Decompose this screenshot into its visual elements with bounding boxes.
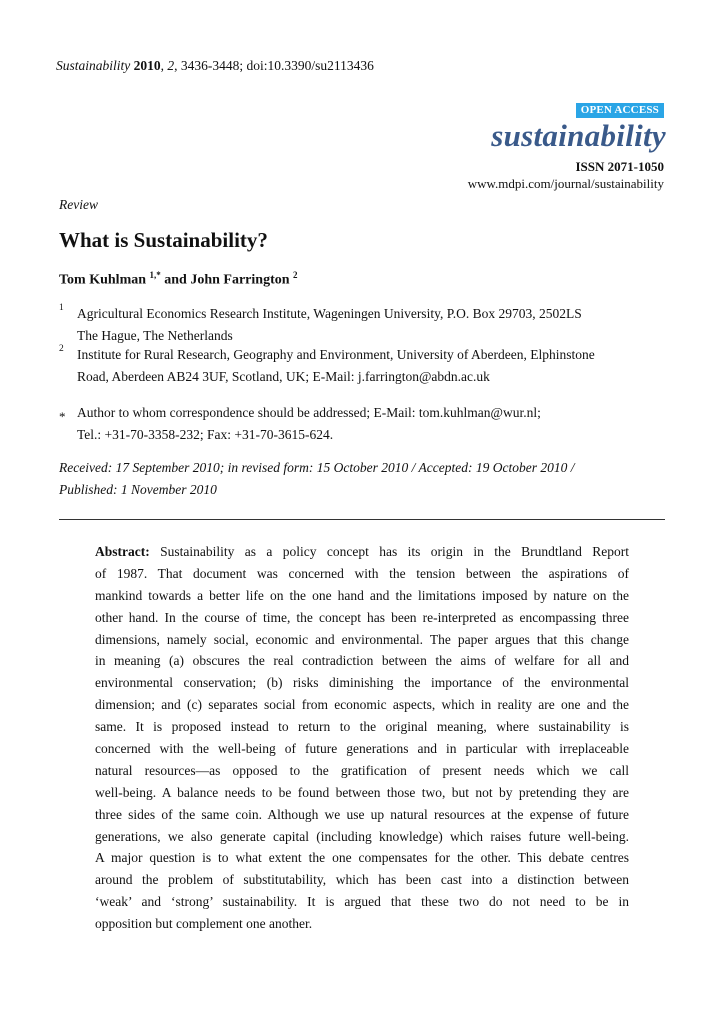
affiliation-line: Institute for Rural Research, Geography and Environment, University of Aberdeen, Elphinstone xyxy=(77,347,595,362)
abstract-line: natural resources—as opposed to the gratification of present needs which we call xyxy=(95,762,629,778)
dates-line: Received: 17 September 2010; in revised form: 15 October 2010 / Accepted: 19 October 2010 / xyxy=(59,460,575,475)
authors-joiner: and xyxy=(164,272,187,288)
article-type: Review xyxy=(59,197,98,212)
abstract-line: of 1987. That document was concerned with the tension between the aspirations of xyxy=(95,565,629,581)
page-title: What is Sustainability? xyxy=(59,228,268,252)
abstract-line: around the problem of substitutability, which has been cast into a distinction between xyxy=(95,872,629,888)
correspondence-mark: * xyxy=(59,409,66,424)
abstract-line: ‘weak’ and ‘strong’ sustainability. It is argued that these two do not need to be in xyxy=(95,894,629,910)
affiliation-number: 2 xyxy=(59,344,64,354)
citation-volume: 2 xyxy=(167,58,175,73)
abstract-line: in meaning (a) obscures the real contradiction between the aims of welfare for all and xyxy=(95,653,629,669)
abstract-line: three sides of the same coin. Although we use up natural resources at the expense of future xyxy=(95,806,629,822)
abstract-line: dimensions, namely social, economic and environmental. The paper argues that this change xyxy=(95,631,629,647)
affiliation-line: The Hague, The Netherlands xyxy=(77,328,233,343)
citation-pages-doi: , 3436-3448; doi:10.3390/su2113436 xyxy=(174,58,374,73)
affiliation-line: Agricultural Economics Research Institute, Wageningen University, P.O. Box 29703, 2502LS xyxy=(77,306,582,321)
citation-journal: Sustainability xyxy=(56,58,131,73)
abstract-line: A major question is to what extent the one compensates for the other. This debate centres xyxy=(95,850,629,866)
author-marks: 1,* xyxy=(149,270,161,280)
correspondence-line: Tel.: +31-70-3358-232; Fax: +31-70-3615-624. xyxy=(77,427,334,442)
affiliation-line: Road, Aberdeen AB24 3UF, Scotland, UK; E-Mail: j.farrington@abdn.ac.uk xyxy=(77,369,490,384)
abstract-label: Abstract: xyxy=(95,544,150,559)
correspondence-line: Author to whom correspondence should be addressed; E-Mail: tom.kuhlman@wur.nl; xyxy=(77,405,541,420)
author-marks: 2 xyxy=(293,270,298,280)
header-divider xyxy=(59,519,665,520)
abstract xyxy=(95,541,629,935)
citation-year: 2010 xyxy=(133,58,161,73)
abstract-line: concerned with the well-being of future generations and in particular with irreplaceable xyxy=(95,741,629,757)
journal-logo: sustainability xyxy=(491,118,666,153)
abstract-line: dimension; and (c) separates social from economic aspects, which in reality are one and the xyxy=(95,697,629,713)
abstract-line: generations, we also generate capital (including knowledge) which raises future well-being. xyxy=(95,828,629,844)
journal-url[interactable]: www.mdpi.com/journal/sustainability xyxy=(467,176,664,191)
open-access-badge: OPEN ACCESS xyxy=(576,103,664,118)
abstract-line: well-being. A balance needs to be found between those two, but not by pretending they are xyxy=(95,784,629,800)
dates-line: Published: 1 November 2010 xyxy=(59,482,217,497)
abstract-line: same. It is proposed instead to return to the original meaning, where sustainability is xyxy=(95,719,629,735)
author-name: Tom Kuhlman xyxy=(59,272,147,288)
abstract-line: Abstract: Sustainability as a policy concept has its origin in the Brundtland Report xyxy=(95,544,629,559)
affiliation-number: 1 xyxy=(59,303,64,313)
citation-line: Sustainability 2010, 2, 3436-3448; doi:10.3390/su2113436 xyxy=(56,58,374,73)
abstract-line: environmental conservation; (b) risks diminishing the importance of the environmental xyxy=(95,675,629,691)
author-list xyxy=(59,270,298,289)
abstract-line: mankind towards a better life on the one hand and the limitations imposed by nature on the xyxy=(95,587,629,603)
author-name: John Farrington xyxy=(190,272,290,288)
abstract-line: other hand. In the course of time, the concept has been re-interpreted as encompassing three xyxy=(95,609,629,625)
abstract-line: opposition but complement one another. xyxy=(95,916,313,932)
issn: ISSN 2071-1050 xyxy=(575,159,664,174)
